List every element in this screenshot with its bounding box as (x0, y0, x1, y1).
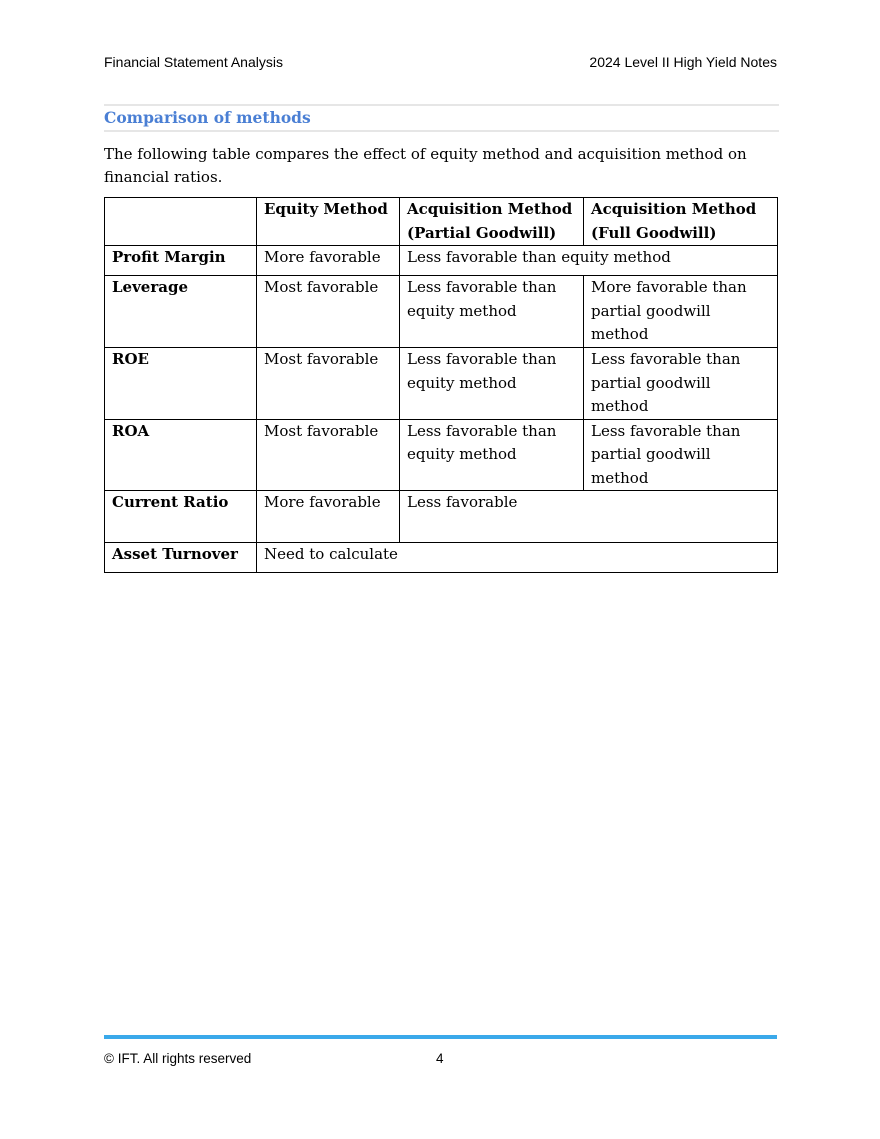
table-row (105, 348, 778, 420)
row-label: Leverage (105, 276, 257, 348)
table-row (105, 276, 778, 348)
full-goodwill-cell: Less favorable than partial goodwill method (584, 419, 778, 491)
acquisition-merged-cell: Less favorable than equity method (400, 246, 778, 276)
row-label: Current Ratio (105, 491, 257, 543)
all-methods-merged-cell: Need to calculate (257, 543, 778, 573)
row-label: Profit Margin (105, 246, 257, 276)
partial-goodwill-cell: Less favorable than equity method (400, 276, 584, 348)
footer-copyright: © IFT. All rights reserved (104, 1051, 252, 1066)
table-row (105, 246, 778, 276)
page-number: 4 (436, 1051, 444, 1066)
row-label: ROE (105, 348, 257, 420)
table-row (105, 543, 778, 573)
comparison-table (104, 197, 778, 573)
equity-cell: Most favorable (257, 348, 400, 420)
running-header-subtitle: 2024 Level II High Yield Notes (589, 54, 777, 70)
equity-cell: Most favorable (257, 419, 400, 491)
header-cell-equity: Equity Method (257, 198, 400, 246)
partial-goodwill-cell: Less favorable than equity method (400, 348, 584, 420)
intro-paragraph: The following table compares the effect of equity method and acquisition method on financial ratios. (104, 145, 747, 186)
header-cell-partial-goodwill: Acquisition Method (Partial Goodwill) (400, 198, 584, 246)
full-goodwill-cell: Less favorable than partial goodwill method (584, 348, 778, 420)
row-label: Asset Turnover (105, 543, 257, 573)
table-row (105, 419, 778, 491)
section-heading: Comparison of methods (104, 104, 779, 132)
equity-cell: More favorable (257, 491, 400, 543)
table-header-row (105, 198, 778, 246)
equity-cell: More favorable (257, 246, 400, 276)
running-header-title: Financial Statement Analysis (104, 54, 283, 70)
partial-goodwill-cell: Less favorable than equity method (400, 419, 584, 491)
acquisition-merged-cell: Less favorable (400, 491, 778, 543)
equity-cell: Most favorable (257, 276, 400, 348)
row-label: ROA (105, 419, 257, 491)
table-row (105, 491, 778, 543)
header-cell-empty (105, 198, 257, 246)
footer-divider (104, 1035, 777, 1039)
full-goodwill-cell: More favorable than partial goodwill method (584, 276, 778, 348)
header-cell-full-goodwill: Acquisition Method (Full Goodwill) (584, 198, 778, 246)
